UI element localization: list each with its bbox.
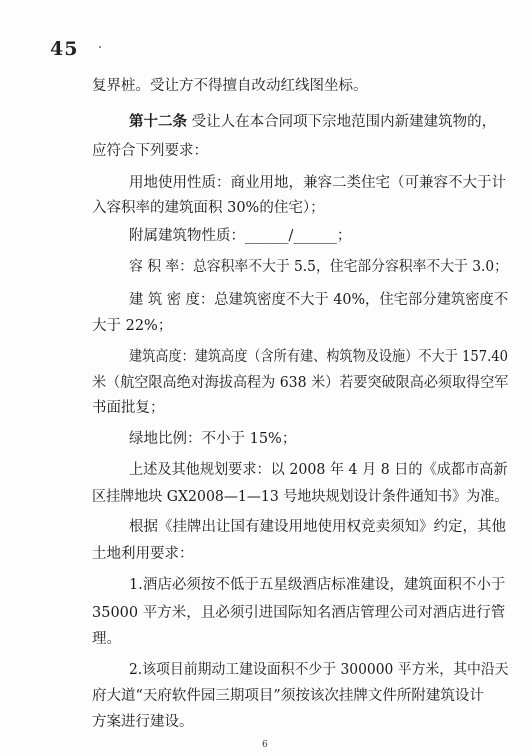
paragraph-line: 理。 (92, 631, 121, 647)
paragraph-line: 书面批复； (92, 400, 165, 416)
paragraph-line: 米（航空限高绝对海拔高程为 638 米）若要突破限高必须取得空军 (92, 375, 509, 391)
blank-field: ______ (245, 228, 289, 244)
paragraph-line: 建筑高度：建筑高度（含所有建、构筑物及设施）不大于 157.40 (129, 349, 508, 365)
scan-speck (99, 46, 101, 48)
paragraph-line: 上述及其他规划要求：以 2008 年 4 月 8 日的《成都市高新 (129, 462, 508, 478)
paragraph-line: 土地利用要求： (92, 546, 194, 562)
paragraph-line: 方案进行建设。 (92, 714, 194, 730)
line-end: ； (336, 228, 352, 244)
paragraph-line: 府大道“天府软件园三期项目”须按该次挂牌文件所附建筑设计 (92, 688, 484, 704)
paragraph-line: 2.该项目前期动工建设面积不少于 300000 平方米，其中沿天 (129, 662, 509, 678)
article-text: 受让人在本合同项下宗地范围内新建建筑物的， (191, 114, 497, 130)
blank-separator: / (288, 228, 294, 244)
ancillary-label: 附属建筑物性质： (129, 228, 245, 244)
paragraph-line: 35000 平方米，且必须引进国际知名酒店管理公司对酒店进行管 (92, 605, 506, 621)
paragraph-line: 用地使用性质：商业用地，兼容二类住宅（可兼容不大于计 (129, 175, 506, 191)
paragraph-line: 建 筑 密 度：总建筑密度不大于 40%，住宅部分建筑密度不 (129, 292, 509, 308)
article-twelve-line (129, 112, 496, 132)
corner-page-number: 45 (50, 38, 79, 60)
article-label: 第十二条 (129, 113, 187, 130)
blank-field: ______ (293, 228, 337, 244)
paragraph-line: 区挂牌地块 GX2008—1—13 号地块规划设计条件通知书》为准。 (92, 489, 509, 505)
paragraph-line: 容 积 率：总容积率不大于 5.5，住宅部分容积率不大于 3.0； (129, 259, 508, 275)
paragraph-line: 根据《挂牌出让国有建设用地使用权竞卖须知》约定，其他 (129, 519, 506, 535)
paragraph-line: 大于 22%； (92, 318, 173, 334)
page-number: 6 (262, 740, 268, 750)
paragraph-line: 入容积率的建筑面积 30%的住宅）； (92, 200, 325, 216)
ancillary-building-line (129, 226, 351, 246)
paragraph-line: 应符合下列要求： (92, 143, 208, 159)
paragraph-line: 复界桩。受让方不得擅自改动红线图坐标。 (92, 78, 368, 94)
paragraph-line: 绿地比例：不小于 15%； (129, 431, 297, 447)
paragraph-line: 1.酒店必须按不低于五星级酒店标准建设，建筑面积不小于 (129, 577, 506, 593)
